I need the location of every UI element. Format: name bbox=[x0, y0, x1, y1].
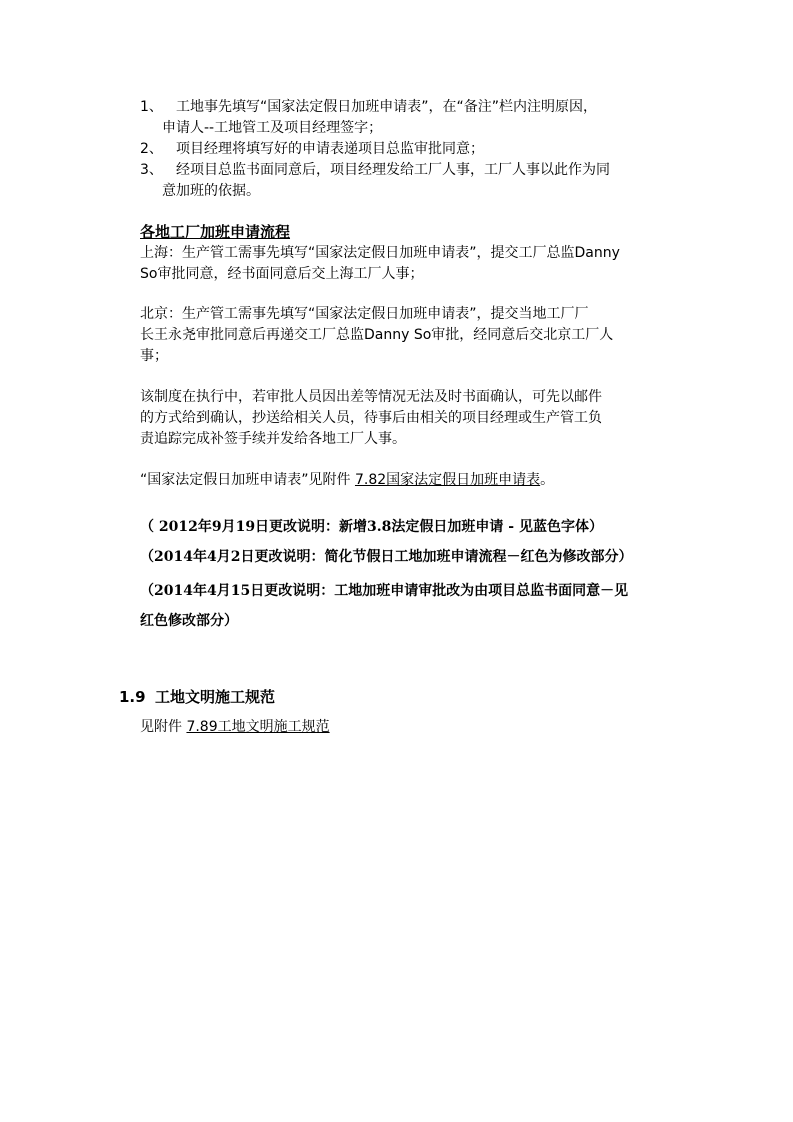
shanghai-text-line2: So审批同意，经书面同意后交上海工厂人事； bbox=[140, 266, 424, 282]
step-1-number: 1、 bbox=[140, 99, 163, 115]
attachment-reference bbox=[140, 469, 554, 491]
step-2-number: 2、 bbox=[140, 141, 163, 157]
policy-text-line3: 责追踪完成补签手续并发给各地工厂人事。 bbox=[140, 431, 406, 447]
beijing-text-line1: 北京：生产管工需事先填写“国家法定假日加班申请表”，提交当地工厂厂 bbox=[140, 306, 589, 322]
attachment-suffix: 。 bbox=[540, 472, 555, 488]
step-1-text-line2: 申请人--工地管工及项目经理签字； bbox=[162, 120, 383, 136]
change-note-2014-04-15-line2: 红色修改部分） bbox=[140, 613, 238, 629]
attachment-prefix: “国家法定假日加班申请表”见附件 bbox=[140, 472, 355, 488]
step-2-text: 项目经理将填写好的申请表递项目总监审批同意； bbox=[176, 141, 484, 157]
section-1-9-title: 工地文明施工规范 bbox=[155, 688, 276, 706]
policy-text-line2: 的方式给到确认，抄送给相关人员，待事后由相关的项目经理或生产管工负 bbox=[140, 410, 602, 426]
attachment-link-7-82[interactable]: 7.82国家法定假日加班申请表 bbox=[354, 472, 541, 488]
policy-text-line1: 该制度在执行中，若审批人员因出差等情况无法及时书面确认，可先以邮件 bbox=[140, 389, 602, 405]
beijing-text-line2: 长王永尧审批同意后再递交工厂总监Danny So审批，经同意后交北京工厂人 bbox=[140, 327, 614, 343]
beijing-text-line3: 事； bbox=[140, 348, 168, 364]
section-1-9-attachment bbox=[140, 716, 330, 738]
attachment-link-7-89[interactable]: 7.89工地文明施工规范 bbox=[186, 719, 330, 735]
change-note-2014-04-15-line1: （2014年4月15日更改说明：工地加班申请审批改为由项目总监书面同意－见 bbox=[140, 583, 629, 599]
step-3-text-line2: 意加班的依据。 bbox=[162, 183, 260, 199]
change-note-2012: （ 2012年9月19日更改说明：新增3.8法定假日加班申请 - 见蓝色字体） bbox=[140, 519, 603, 535]
shanghai-text-line1: 上海：生产管工需事先填写“国家法定假日加班申请表”，提交工厂总监Danny bbox=[140, 245, 620, 261]
factory-section-heading: 各地工厂加班申请流程 bbox=[140, 223, 291, 241]
section-1-9-prefix: 见附件 bbox=[140, 719, 187, 735]
section-1-9-number: 1.9 bbox=[119, 688, 146, 706]
step-3-text-line1: 经项目总监书面同意后，项目经理发给工厂人事，工厂人事以此作为同 bbox=[176, 162, 610, 178]
step-3-number: 3、 bbox=[140, 162, 163, 178]
change-note-2014-04-02: （2014年4月2日更改说明：简化节假日工地加班申请流程－红色为修改部分） bbox=[140, 549, 633, 565]
step-1-text-line1: 工地事先填写“国家法定假日加班申请表”，在“备注”栏内注明原因， bbox=[176, 99, 598, 115]
